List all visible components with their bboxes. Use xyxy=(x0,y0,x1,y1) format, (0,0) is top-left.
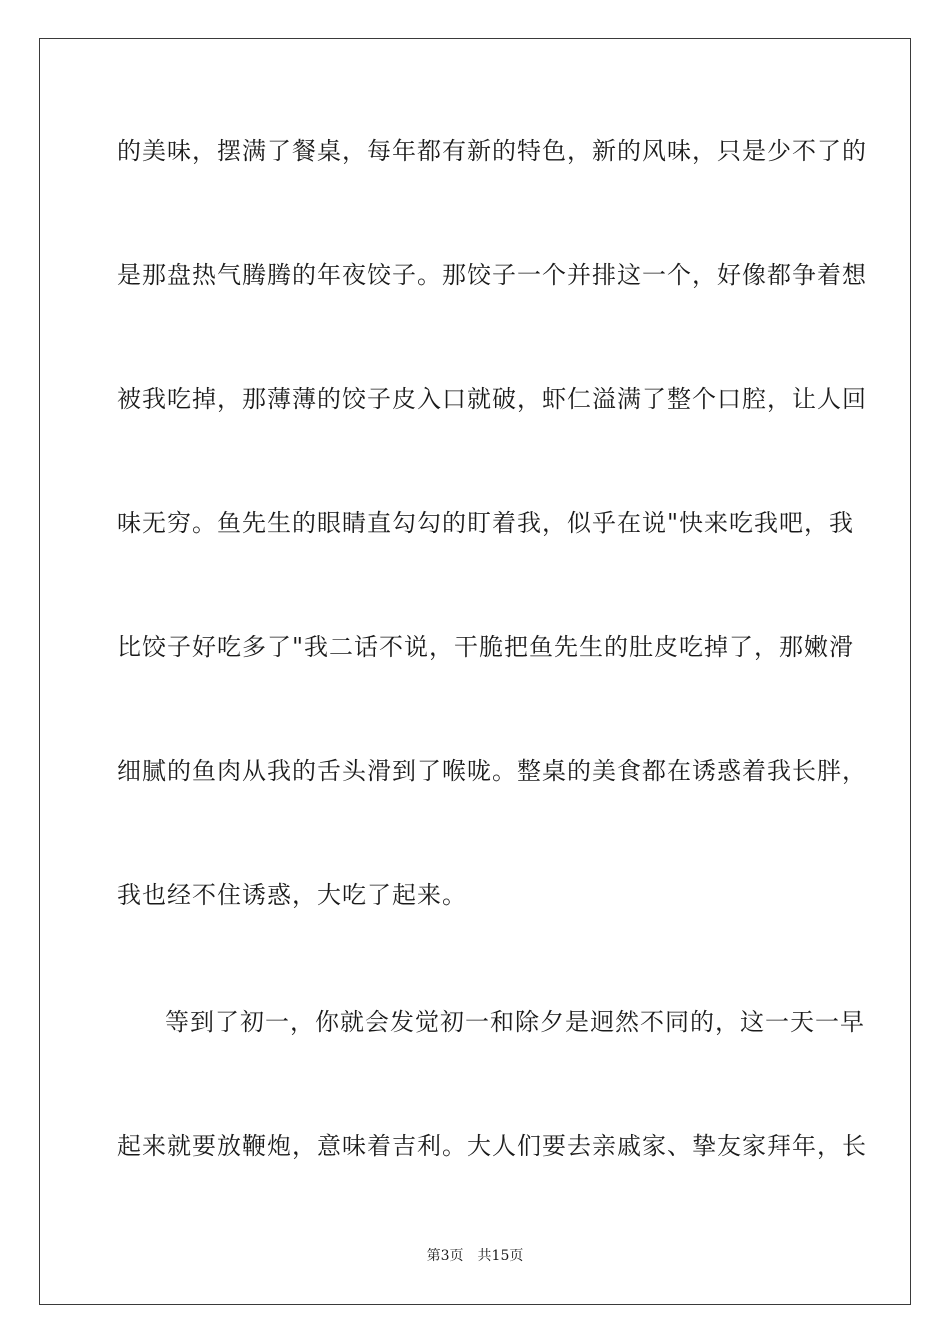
page-number: 第3页 xyxy=(426,1248,464,1264)
text-line: 味无穷。鱼先生的眼睛直勾勾的盯着我，似乎在说"快来吃我吧，我 xyxy=(117,509,855,537)
text-line: 的美味，摆满了餐桌，每年都有新的特色，新的风味，只是少不了的 xyxy=(117,137,867,165)
paragraph-first-line: 等到了初一，你就会发觉初一和除夕是迥然不同的，这一天一早 xyxy=(165,1008,865,1036)
text-line: 被我吃掉，那薄薄的饺子皮入口就破，虾仁溢满了整个口腔，让人回 xyxy=(117,385,867,413)
text-line: 起来就要放鞭炮，意味着吉利。大人们要去亲戚家、挚友家拜年，长 xyxy=(117,1132,867,1160)
page-border xyxy=(39,38,911,1305)
page-footer xyxy=(0,1245,950,1265)
page-total: 共15页 xyxy=(477,1248,524,1264)
text-line: 比饺子好吃多了"我二话不说，干脆把鱼先生的肚皮吃掉了，那嫩滑 xyxy=(117,633,855,661)
text-line: 是那盘热气腾腾的年夜饺子。那饺子一个并排这一个，好像都争着想 xyxy=(117,261,867,289)
text-line: 我也经不住诱惑，大吃了起来。 xyxy=(117,881,467,909)
text-line: 细腻的鱼肉从我的舌头滑到了喉咙。整桌的美食都在诱惑着我长胖， xyxy=(117,757,867,785)
